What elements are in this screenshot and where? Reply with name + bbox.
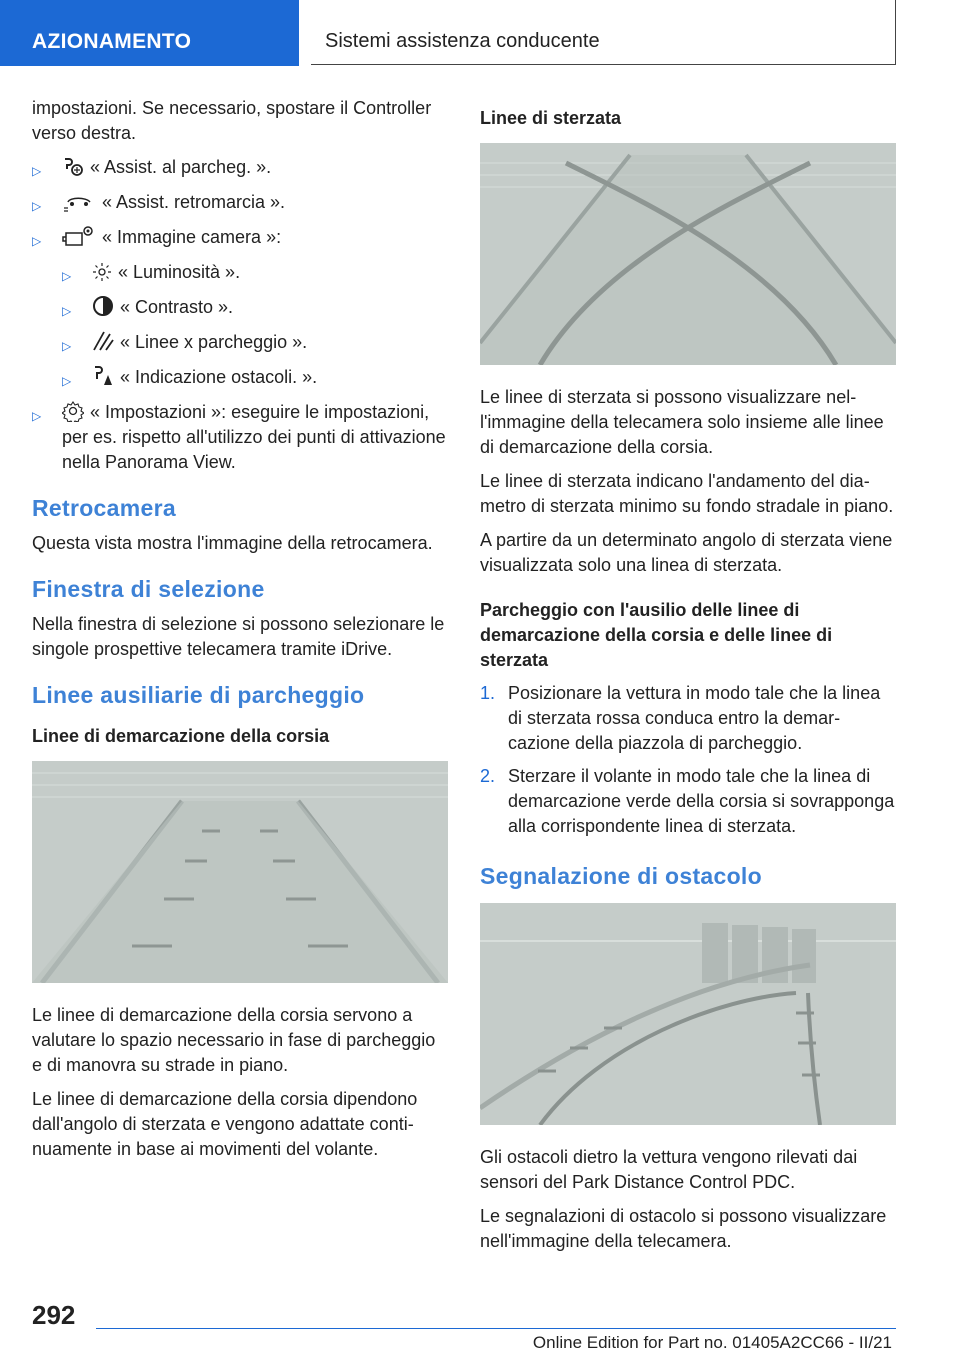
- bullet-triangle-icon: ▷: [62, 374, 72, 388]
- menu-item-parking-lines: ▷ « Linee x parcheggio ».: [32, 330, 448, 355]
- heading-retrocamera: Retrocamera: [32, 495, 176, 521]
- bullet-triangle-icon: ▷: [62, 304, 72, 318]
- menu-item-camera-image: ▷ « Immagine camera »:: [32, 225, 448, 250]
- section-tab: [0, 0, 299, 66]
- gear-icon: [62, 400, 84, 422]
- brightness-icon: [92, 262, 112, 282]
- obstacle-paragraph-1: Gli ostacoli dietro la vettura vengono rilevati dai sensori del Park Distance Control PDC.: [480, 1147, 858, 1192]
- step-text: Sterzare il volante in modo tale che la linea di demarcazione verde della corsia si sovrapponga alla corrispondente linea di sterzata.: [508, 766, 895, 836]
- left-column: [32, 96, 448, 1171]
- contrast-icon: [92, 295, 114, 317]
- obstacle-paragraph-2: Le segnalazioni di ostacolo si possono visualizzare nell'immagine della telecamera.: [480, 1206, 887, 1251]
- heading-parcheggio-ausilio: Parcheggio con l'ausilio delle linee di demarcazione della corsia e delle linee di sterzata: [480, 600, 833, 670]
- parking-lines-icon: [92, 330, 114, 352]
- bullet-triangle-icon: ▷: [32, 409, 42, 423]
- camera-settings-icon: [62, 225, 96, 247]
- menu-item-obstacles: ▷ « Indicazione ostacoli. ».: [32, 365, 448, 390]
- step-text: Posizionare la vettura in modo tale che la linea di sterzata rossa conduca entro la demarcazione della piazzola di parcheggio.: [508, 683, 881, 753]
- finestra-text: Nella finestra di selezione si possono selezionare le singole prospettive telecamera tramite iDrive.: [32, 614, 445, 659]
- intro-text: impostazioni. Se necessario, spostare il Controller verso destra.: [32, 98, 432, 143]
- chapter-title: Sistemi assistenza conducente: [325, 30, 600, 52]
- step-2: [480, 764, 896, 839]
- section-title: AZIONAMENTO: [32, 30, 192, 53]
- heading-demarcazione: Linee di demarcazione della corsia: [32, 726, 330, 746]
- demarc-paragraph-1: Le linee di demarcazione della corsia servono a valutare lo spazio necessario in fase di parcheggio e di manovra su strade in piano.: [32, 1005, 436, 1075]
- chapter-header: [311, 0, 896, 65]
- step-number: 1.: [480, 683, 496, 703]
- steering-paragraph-2: Le linee di sterzata indicano l'andamento del diametro di sterzata minimo su fondo stradale in piano.: [480, 471, 894, 516]
- steering-lines-image: [480, 143, 896, 365]
- heading-linee-ausiliarie: Linee ausiliarie di parcheggio: [32, 682, 365, 708]
- menu-item-contrast: ▷ « Contrasto ».: [32, 295, 448, 320]
- obstacle-icon: [92, 365, 114, 387]
- steering-paragraph-3: A partire da un determinato angolo di sterzata viene visualizzata solo una linea di sterzata.: [480, 530, 893, 575]
- right-column: [480, 96, 896, 1263]
- heading-segnalazione-ostacolo: Segnalazione di ostacolo: [480, 863, 762, 889]
- bullet-triangle-icon: ▷: [32, 199, 42, 213]
- parking-assist-icon: [62, 157, 84, 177]
- step-1: [480, 681, 896, 756]
- menu-item-reverse-assist: ▷ « Assist. retromarcia ».: [32, 190, 448, 215]
- step-number: 2.: [480, 766, 496, 786]
- bullet-triangle-icon: ▷: [62, 269, 72, 283]
- bullet-triangle-icon: ▷: [62, 339, 72, 353]
- menu-item-brightness: ▷ « Luminosità ».: [32, 260, 448, 285]
- page-number: 292: [32, 1300, 76, 1330]
- retro-text: Questa vista mostra l'immagine della retrocamera.: [32, 533, 433, 553]
- bullet-triangle-icon: ▷: [32, 234, 42, 248]
- heading-linee-sterzata: Linee di sterzata: [480, 108, 622, 128]
- steering-paragraph-1: Le linee di sterzata si possono visualizzare nell'immagine della telecamera solo insieme alle linee di demarcazione della corsia.: [480, 387, 884, 457]
- menu-item-settings: ▷ « Impostazioni »: eseguire le impostazioni, per es. rispetto all'utilizzo dei punti di attivazione nella Panorama View.: [32, 402, 446, 472]
- footer-edition: Online Edition for Part no. 01405A2CC66 - II/21: [532, 1333, 892, 1352]
- reverse-assist-icon: [62, 192, 96, 212]
- menu-item-parking-assist: ▷ « Assist. al parcheg. ».: [32, 155, 448, 180]
- footer-divider: [96, 1328, 896, 1329]
- heading-finestra: Finestra di selezione: [32, 576, 265, 602]
- bullet-triangle-icon: ▷: [32, 164, 42, 178]
- lane-lines-image: [32, 761, 448, 983]
- demarc-paragraph-2: Le linee di demarcazione della corsia dipendono dall'angolo di sterzata e vengono adattate continuamente in base ai movimenti del volante.: [32, 1089, 418, 1159]
- obstacle-warning-image: [480, 903, 896, 1125]
